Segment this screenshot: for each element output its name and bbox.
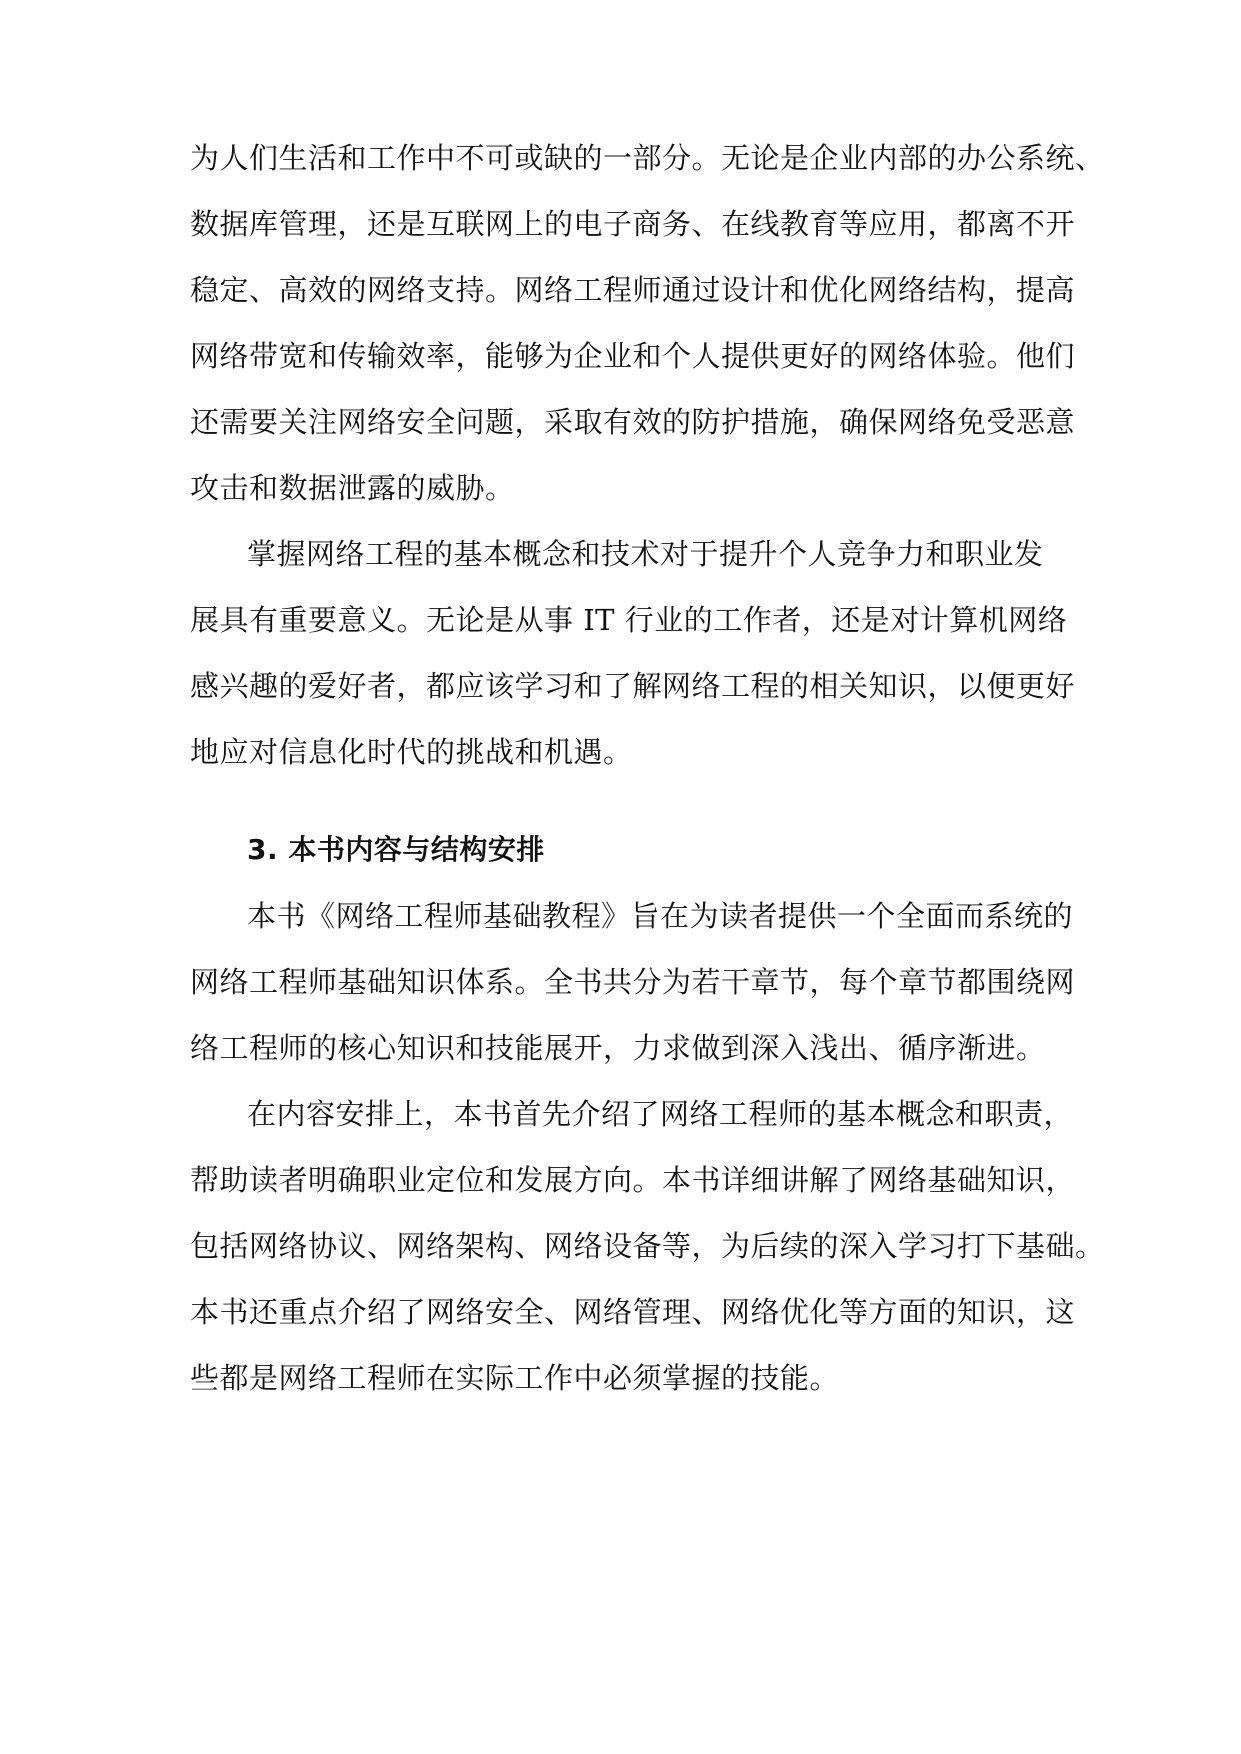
text-line: 在内容安排上，本书首先介绍了网络工程师的基本概念和职责， (247, 1097, 1074, 1131)
text-line: 展具有重要意义。无论是从事 IT 行业的工作者，还是对计算机网络 (190, 603, 1068, 637)
text-line: 本书还重点介绍了网络安全、网络管理、网络优化等方面的知识，这 (190, 1295, 1076, 1329)
text-line: 络工程师的核心知识和技能展开，力求做到深入浅出、循序渐进。 (190, 1031, 1046, 1065)
text-line: 攻击和数据泄露的威胁。 (190, 471, 515, 505)
text-line: 还需要关注网络安全问题，采取有效的防护措施，确保网络免受恶意 (190, 405, 1076, 439)
text-line: 掌握网络工程的基本概念和技术对于提升个人竞争力和职业发 (247, 537, 1044, 571)
text-line: 稳定、高效的网络支持。网络工程师通过设计和优化网络结构，提高 (190, 273, 1076, 307)
text-line: 感兴趣的爱好者，都应该学习和了解网络工程的相关知识，以便更好 (190, 669, 1076, 703)
text-line: 地应对信息化时代的挑战和机遇。 (190, 735, 633, 769)
text-line: 网络带宽和传输效率，能够为企业和个人提供更好的网络体验。他们 (190, 339, 1076, 373)
text-line: 包括网络协议、网络架构、网络设备等，为后续的深入学习打下基础。 (190, 1229, 1105, 1263)
text-line: 网络工程师基础知识体系。全书共分为若干章节，每个章节都围绕网 (190, 965, 1076, 999)
section-heading: 3. 本书内容与结构安排 (247, 833, 545, 866)
text-line: 本书《网络工程师基础教程》旨在为读者提供一个全面而系统的 (247, 899, 1074, 933)
text-line: 帮助读者明确职业定位和发展方向。本书详细讲解了网络基础知识， (190, 1163, 1076, 1197)
text-line: 为人们生活和工作中不可或缺的一部分。无论是企业内部的办公系统、 (190, 141, 1105, 175)
text-line: 些都是网络工程师在实际工作中必须掌握的技能。 (190, 1361, 840, 1395)
text-line: 数据库管理，还是互联网上的电子商务、在线教育等应用，都离不开 (190, 207, 1076, 241)
